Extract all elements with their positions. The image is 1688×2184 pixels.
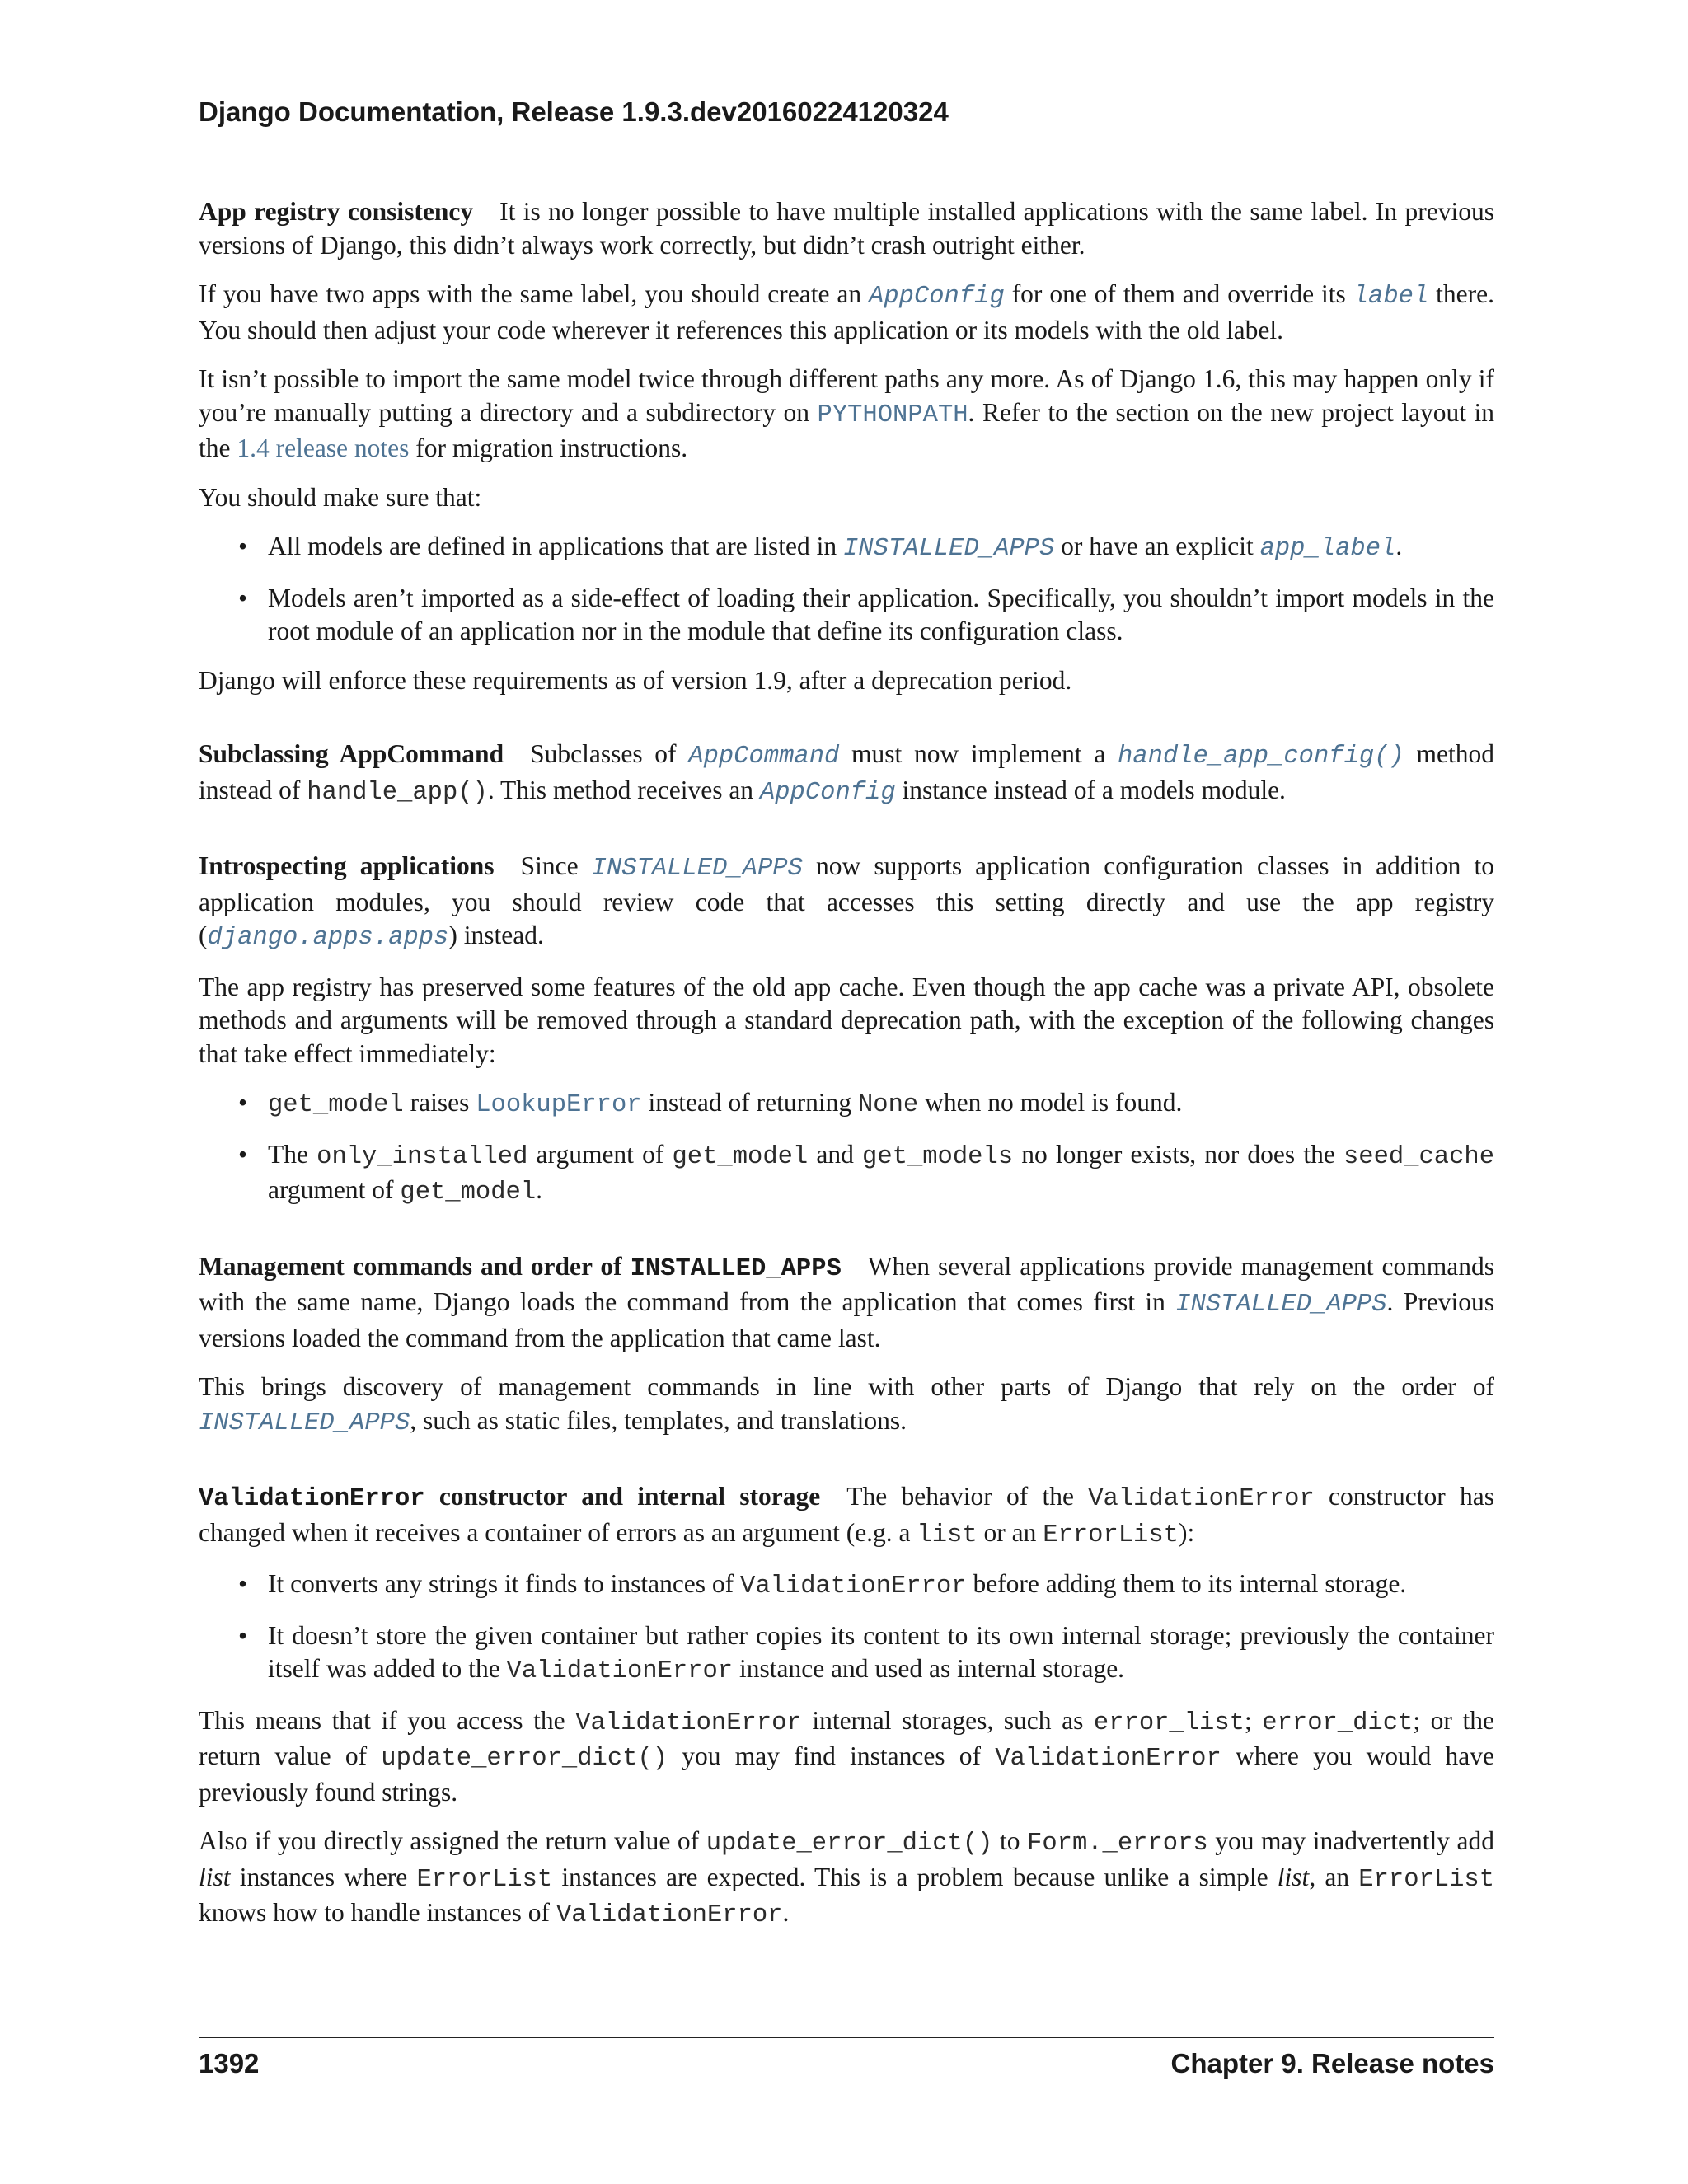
installed-apps-link[interactable]: INSTALLED_APPS [199,1408,410,1437]
installed-apps-link[interactable]: INSTALLED_APPS [591,855,803,883]
appconfig-link[interactable]: AppConfig [869,283,1005,311]
introspecting-paragraph-2: The app registry has preserved some features of the old app cache. Even though the app cache was a private API, obsolete methods and arguments will be removed through a standard deprecation path, with the exception of the following changes that take effect immediately: [199,972,1494,1068]
validationerror-paragraph-2: This means that if you access the ValidationError internal storages, such as error_list; error_dict; or the return value of update_error_dict() you may find instances of ValidationError where you would have previously found strings. [199,1705,1494,1807]
app-registry-paragraph-4: You should make sure that: [199,482,482,512]
appconfig-link[interactable]: AppConfig [759,778,896,807]
app-registry-requirements-list [199,530,1494,649]
page-content [199,195,1494,1948]
app-label-link[interactable]: app_label [1259,535,1396,563]
page-number: 1392 [199,2048,260,2079]
introspecting-applications-paragraph: Introspecting applications Since INSTALLED_APPS now supports application configuration classes in addition to application modules, you should review code that accesses this setting directly and use the app registry (django.apps.apps) instead. [199,851,1494,952]
chapter-title: Chapter 9. Release notes [1170,2048,1494,2079]
list-item: • All models are defined in applications that are listed in INSTALLED_APPS or have an explicit app_label. [268,530,1494,566]
django-apps-apps-link[interactable]: django.apps.apps [207,924,449,952]
appcommand-link[interactable]: AppCommand [688,743,840,771]
list-item: • It doesn’t store the given container but rather copies its content to its own internal storage; previously the container itself was added to the ValidationError instance and used as internal storage. [268,1619,1494,1689]
app-registry-intro: App registry consistency It is no longer possible to have multiple installed applications with the same label. In previous versions of Django, this didn’t always work correctly, but didn’t crash outright either. [199,197,1494,260]
app-registry-paragraph-2: If you have two apps with the same label, you should create an AppConfig for one of them and override its label there. You should then adjust your code wherever it references this application or its models with the old label. [199,279,1494,344]
management-commands-paragraph-2: This brings discovery of management commands in line with other parts of Django that rely on the order of INSTALLED_APPS, such as static files, templates, and translations. [199,1372,1494,1437]
document-title: Django Documentation, Release 1.9.3.dev20160224120324 [199,96,949,127]
installed-apps-link[interactable]: INSTALLED_APPS [1175,1291,1387,1319]
list-item: • Models aren’t imported as a side-effect of loading their application. Specifically, you shouldn’t import models in the root module of an application nor in the module that define its configuration class. [268,582,1494,649]
validationerror-changes-list [199,1568,1494,1689]
page-header [199,92,1494,134]
topic-title-subclassing-appcommand: Subclassing AppCommand [199,739,504,768]
app-registry-paragraph-5: Django will enforce these requirements as of version 1.9, after a deprecation period. [199,665,1072,695]
immediate-changes-list [199,1086,1494,1210]
list-item: • It converts any strings it finds to instances of ValidationError before adding them to its internal storage. [268,1568,1494,1604]
handle-app-config-link[interactable]: handle_app_config() [1118,743,1404,771]
validationerror-paragraph: ValidationError constructor and internal storage The behavior of the ValidationError constructor has changed when it receives a container of errors as an argument (e.g. a list or an ErrorList): [199,1482,1494,1549]
release-notes-1-4-link[interactable]: 1.4 release notes [237,434,410,462]
app-registry-paragraph-3: It isn’t possible to import the same model twice through different paths any more. As of Django 1.6, this may happen only if you’re manually putting a directory and a subdirectory on PYTHONPATH. Refer to the section on the new project layout in the 1.4 release notes for migration instructions. [199,364,1494,462]
validationerror-paragraph-3: Also if you directly assigned the return value of update_error_dict() to Form._errors you may inadvertently add list instances where ErrorList instances are expected. This is a problem because unlike a simple list, an ErrorList knows how to handle instances of ValidationError. [199,1826,1495,1929]
management-commands-paragraph: Management commands and order of INSTALLED_APPS When several applications provide management commands with the same name, Django loads the command from the application that comes first in INSTALLED_APPS. Previous versions loaded the command from the application that came last. [199,1251,1495,1352]
topic-title-validationerror: ValidationError constructor and internal storage [199,1482,821,1513]
topic-title-app-registry: App registry consistency [199,197,474,226]
pythonpath-link[interactable]: PYTHONPATH [817,401,968,429]
topic-title-introspecting-applications: Introspecting applications [199,851,495,880]
list-item: • The only_installed argument of get_model and get_models no longer exists, nor does the seed_cache argument of get_model. [268,1138,1494,1210]
installed-apps-link[interactable]: INSTALLED_APPS [843,535,1055,563]
topic-title-management-commands: Management commands and order of INSTALLED_APPS [199,1251,842,1283]
page-footer [199,2037,1494,2083]
lookuperror-link[interactable]: LookupError [476,1091,642,1119]
label-link[interactable]: label [1353,283,1429,311]
list-item: • get_model raises LookupError instead of returning None when no model is found. [268,1086,1494,1122]
subclassing-appcommand-paragraph: Subclassing AppCommand Subclasses of AppCommand must now implement a handle_app_config() method instead of handle_app(). This method receives an AppConfig instance instead of a models module. [199,739,1495,807]
